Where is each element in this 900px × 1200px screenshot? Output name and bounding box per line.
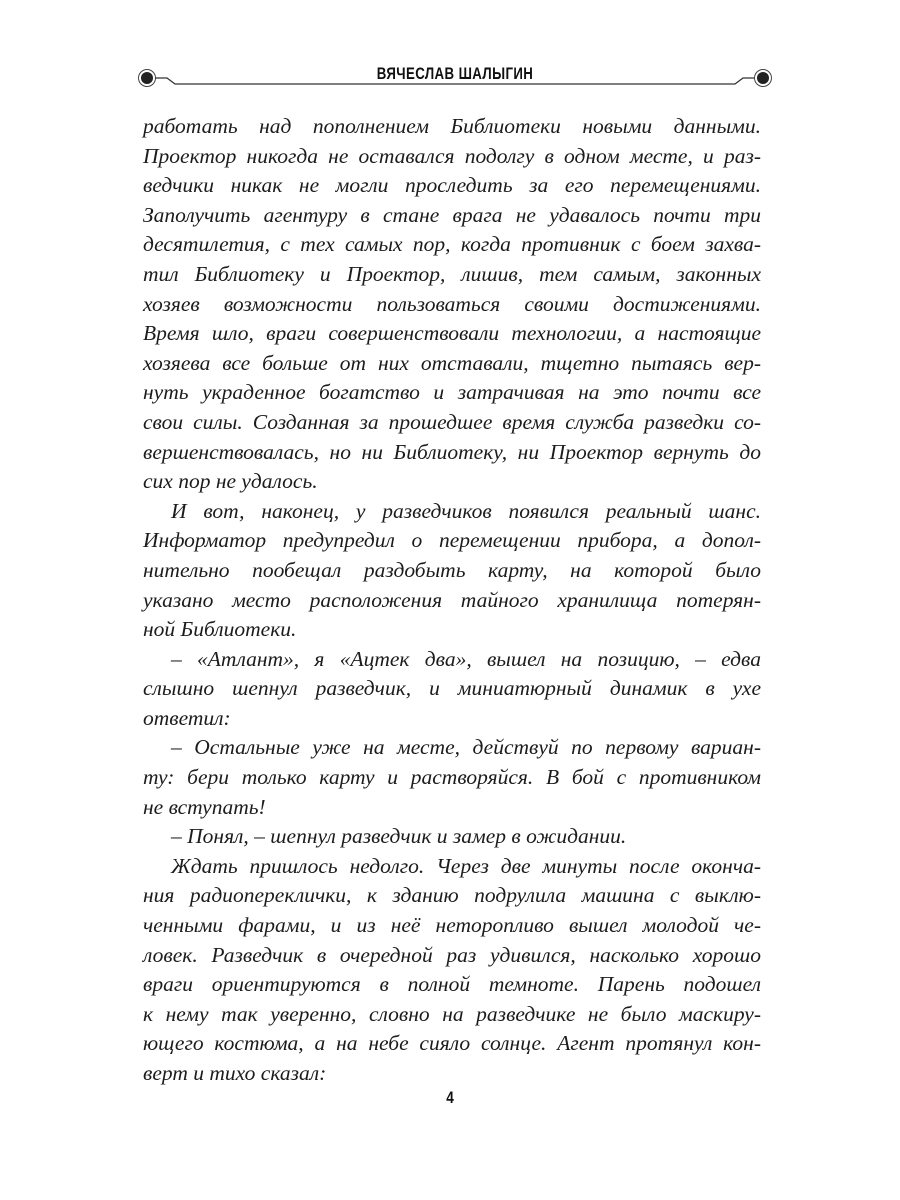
text-line: ченными фарами, и из неё неторопливо вышел молодой че-	[143, 913, 761, 938]
text-line: Ждать пришлось недолго. Через две минуты после оконча-	[171, 853, 761, 878]
text-line: верт и тихо сказал:	[143, 1061, 327, 1085]
text-line: хозяева все больше от них отставали, тщетно пытаясь вер-	[143, 350, 761, 375]
text-line: ловек. Разведчик в очередной раз удивился, насколько хорошо	[143, 942, 761, 967]
text-line: ной Библиотеки.	[143, 617, 297, 642]
text-line: – Остальные уже на месте, действуй по первому вариан-	[171, 735, 761, 760]
text-line: нуть украденное богатство и затрачивая на это почти все	[143, 380, 761, 405]
page-number: 4	[446, 1088, 454, 1107]
text-line: свои силы. Созданная за прошедшее время служба разведки со-	[143, 409, 761, 434]
text-line: нительно пообещал раздобыть карту, на которой было	[143, 557, 761, 582]
author-name: ВЯЧЕСЛАВ ШАЛЫГИН	[376, 64, 534, 83]
text-line: к нему так уверенно, словно на разведчике не было маскиру-	[143, 1001, 761, 1026]
text-line: Время шло, враги совершенствовали технологии, а настоящие	[143, 321, 761, 346]
text-line: враги ориентируются в полной темноте. Парень подошел	[143, 972, 761, 997]
text-line: ответил:	[143, 705, 231, 730]
text-line: слышно шепнул разведчик, и миниатюрный динамик в ухе	[143, 676, 761, 701]
text-line: не вступать!	[143, 794, 266, 819]
text-line: работать над пополнением Библиотеки новыми данными.	[143, 114, 761, 138]
text-line: сих пор не удалось.	[143, 469, 318, 494]
text-line: тил Библиотеку и Проектор, лишив, тем самым, законных	[143, 261, 761, 286]
text-line: ведчики никак не могли проследить за его перемещениями.	[143, 173, 761, 198]
text-line: Информатор предупредил о перемещении прибора, а допол-	[143, 528, 761, 553]
text-line: ющего костюма, а на небе сияло солнце. Агент протянул кон-	[143, 1031, 761, 1056]
text-line: вершенствовалась, но ни Библиотеку, ни Проектор вернуть до	[143, 439, 761, 464]
running-header	[135, 60, 775, 100]
text-line: – Понял, – шепнул разведчик и замер в ожидании.	[171, 824, 627, 849]
text-line: Проектор никогда не оставался подолгу в одном месте, и раз-	[143, 143, 761, 168]
text-line: – «Атлант», я «Ацтек два», вышел на позицию, – едва	[171, 646, 761, 671]
text-line: ния радиопереклички, к зданию подрулила машина с выклю-	[143, 883, 761, 908]
text-line: И вот, наконец, у разведчиков появился реальный шанс.	[171, 498, 761, 523]
text-line: хозяев возможности пользоваться своими достижениями.	[143, 291, 761, 316]
text-line: ту: бери только карту и растворяйся. В бой с противником	[143, 765, 761, 790]
text-line: указано место расположения тайного хранилища потерян-	[143, 587, 761, 612]
body-text	[143, 112, 761, 1089]
text-line: десятилетия, с тех самых пор, когда противник с боем захва-	[143, 232, 761, 257]
text-line: Заполучить агентуру в стане врага не удавалось почти три	[143, 202, 761, 227]
